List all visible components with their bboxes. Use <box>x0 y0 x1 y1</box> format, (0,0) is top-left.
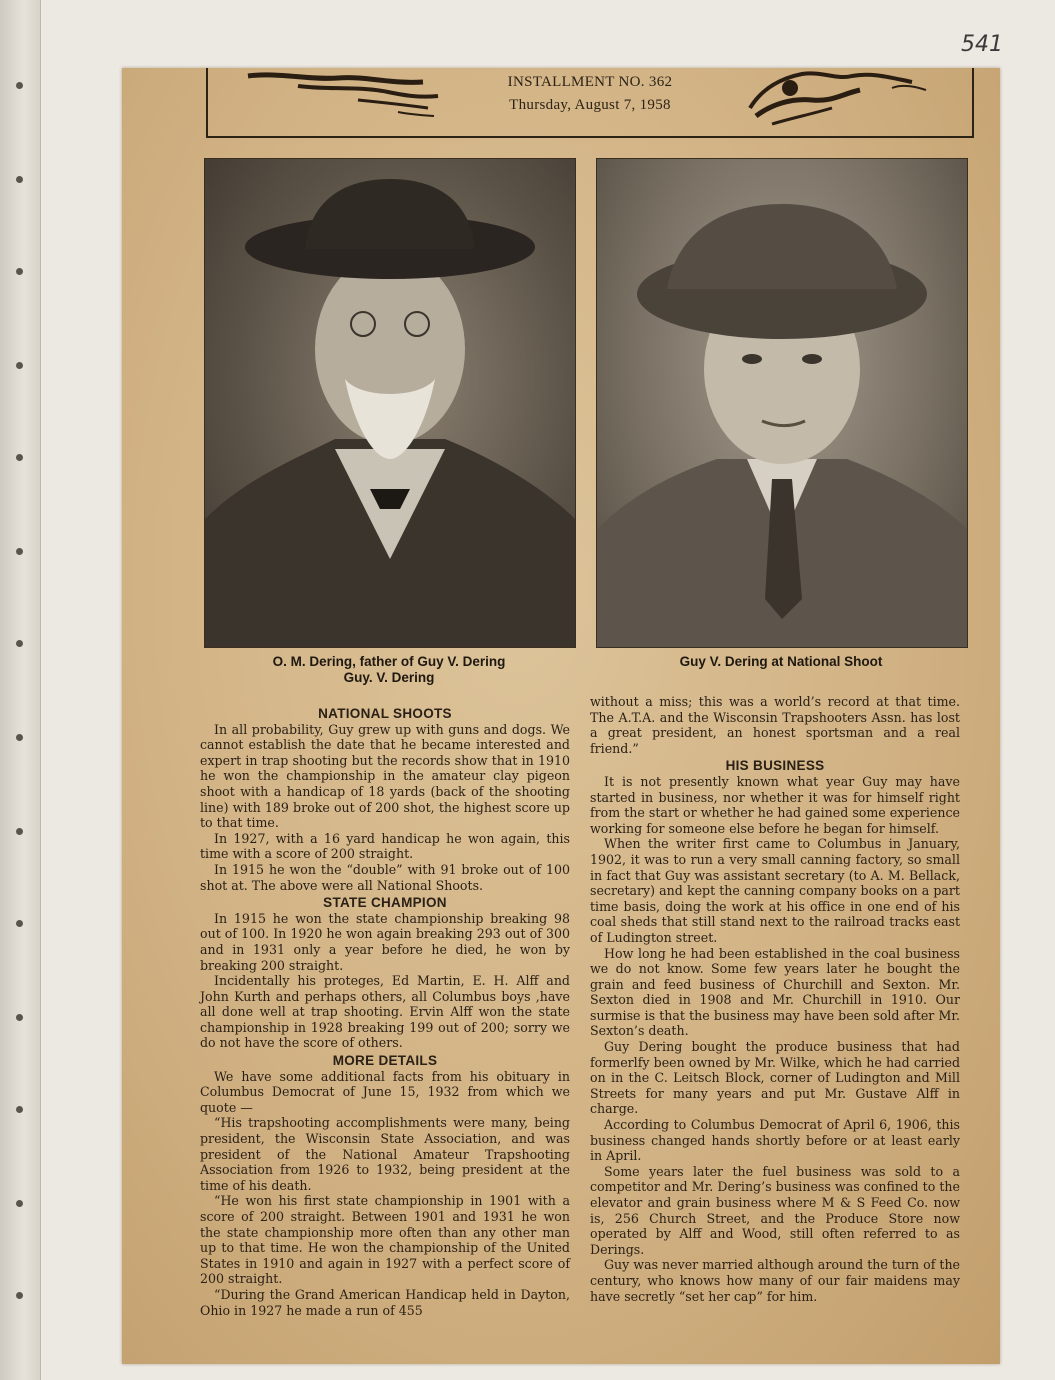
binder-hole <box>16 176 23 183</box>
paragraph: without a miss; this was a world’s record at that time. The A.T.A. and the Wisconsin Trapshooters Assn. has lost a great president, an honest sportsman and a real friend.” <box>590 694 960 756</box>
newspaper-clipping <box>122 68 1000 1364</box>
paragraph: Incidentally his proteges, Ed Martin, E. H. Alff and John Kurth and perhaps others, all Columbus boys ,have all done well at trap shooting. Ervin Alff won the state championship in 1928 breaking 199 out of 200; sorry we do not have the score of others. <box>200 973 570 1051</box>
paragraph: According to Columbus Democrat of April 6, 1906, this business changed hands shortly before or at least early in April. <box>590 1117 960 1164</box>
binder-hole <box>16 362 23 369</box>
photo-caption-right <box>596 654 966 670</box>
paragraph: Guy was never married although around the turn of the century, who knows how many of our fair maidens may have secretly “set her cap” for him. <box>590 1257 961 1304</box>
photo-caption-left <box>204 654 574 686</box>
binder-hole <box>16 548 23 555</box>
binder-hole <box>16 1292 23 1299</box>
binder-hole <box>16 268 23 275</box>
paragraph: How long he had been established in the coal business we do not know. Some few years later he bought the grain and feed business of Churchill and Sexton. Mr. Sexton died in 1908 and Mr. Churchill in 1910. Our surmise is that the business may have been sold after Mr. Sexton’s death. <box>590 945 960 1039</box>
paragraph: “His trapshooting accomplishments were many, being president, the Wisconsin State Association, and was president of the National Amateur Trapshooting Association from 1926 to 1932, being president at the time of his death. <box>200 1115 570 1193</box>
paragraph: “During the Grand American Handicap held in Dayton, Ohio in 1927 he made a run of 455 <box>200 1286 570 1318</box>
left-ornament-icon <box>238 68 448 130</box>
page-number: 541 <box>961 32 1003 57</box>
paragraph: “He won his first state championship in 1901 with a score of 200 straight. Between 1901 and 1931 he won the state championship more often than any other man up to that time. He won the championship of the United States in 1910 and again in 1927 with a perfect score of 200 straight. <box>200 1193 570 1287</box>
section-heading: NATIONAL SHOOTS <box>318 706 452 721</box>
binder-hole <box>16 1014 23 1021</box>
paragraph: When the writer first came to Columbus in January, 1902, it was to run a very small canning factory, so small in fact that Guy was assistant secretary (to A. M. Bellack, secretary) and kept the canning company books on a part time basis, doing the work at his office in one end of his coal sheds that still stand next to the railroad tracks east of Ludington street. <box>590 836 960 945</box>
paragraph: In 1915 he won the “double” with 91 broke out of 100 shot at. The above were all National Shoots. <box>200 861 570 893</box>
masthead <box>206 68 974 138</box>
section-heading: STATE CHAMPION <box>323 895 447 911</box>
section-heading: HIS BUSINESS <box>725 758 825 774</box>
right-ornament-icon <box>742 68 942 130</box>
binder-hole <box>16 828 23 835</box>
caption-line: Guy V. Dering at National Shoot <box>679 654 883 669</box>
paragraph: In 1915 he won the state championship breaking 98 out of 100. In 1920 he won again breaking 293 out of 300 and in 1931 only a year before he died, he won by breaking 200 straight. <box>200 910 570 973</box>
paragraph: We have some additional facts from his obituary in Columbus Democrat of June 15, 1932 from which we quote — <box>200 1068 570 1115</box>
caption-line: O. M. Dering, father of Guy V. Dering <box>272 654 506 669</box>
binder-hole <box>16 640 23 647</box>
binder-hole <box>16 1106 23 1113</box>
binder-hole <box>16 734 23 741</box>
article-column-right <box>590 694 960 1304</box>
binder-hole <box>16 454 23 461</box>
paragraph: In all probability, Guy grew up with guns and dogs. We cannot establish the date that he became interested and expert in trap shooting but the records show that in 1910 he won the championship in the amateur clay pigeon shoot with a handicap of 18 yards (back of the shooting line) with 189 broke out of 200 shot, the highest score up to that time. <box>200 721 570 831</box>
portrait-om-dering <box>204 158 576 648</box>
paragraph: Some years later the fuel business was sold to a competitor and Mr. Dering’s business was confined to the elevator and grain business where M & S Feed Co. now is, 256 Church Street, and the Produce Store now operated by Alff and Wood, still often referred to as Derings. <box>590 1163 960 1257</box>
paragraph: In 1927, with a 16 yard handicap he won again, this time with a score of 200 straight. <box>200 830 570 862</box>
portrait-man-in-hat-icon <box>597 159 967 647</box>
caption-line: Guy. V. Dering <box>343 670 435 685</box>
portrait-elderly-man-icon <box>205 159 575 647</box>
article-column-left <box>200 704 570 1318</box>
binder-spine <box>0 0 41 1380</box>
paragraph: It is not presently known what year Guy may have started in business, nor whether it was for himself right from the start or whether he had gained some experience working for someone else before he began for himself. <box>590 773 960 836</box>
binder-hole <box>16 920 23 927</box>
section-heading: MORE DETAILS <box>332 1053 438 1069</box>
publication-date: Thursday, August 7, 1958 <box>509 97 671 113</box>
portrait-guy-v-dering <box>596 158 968 648</box>
binder-hole <box>16 1200 23 1207</box>
installment-number: INSTALLMENT NO. 362 <box>507 74 673 90</box>
binder-hole <box>16 82 23 89</box>
paragraph: Guy Dering bought the produce business that had formerlfy been owned by Mr. Wilke, which he had carried on in the C. Leitsch Block, corner of Ludington and Mill Streets for many years and put Mr. Gustave Alff in charge. <box>590 1039 960 1117</box>
